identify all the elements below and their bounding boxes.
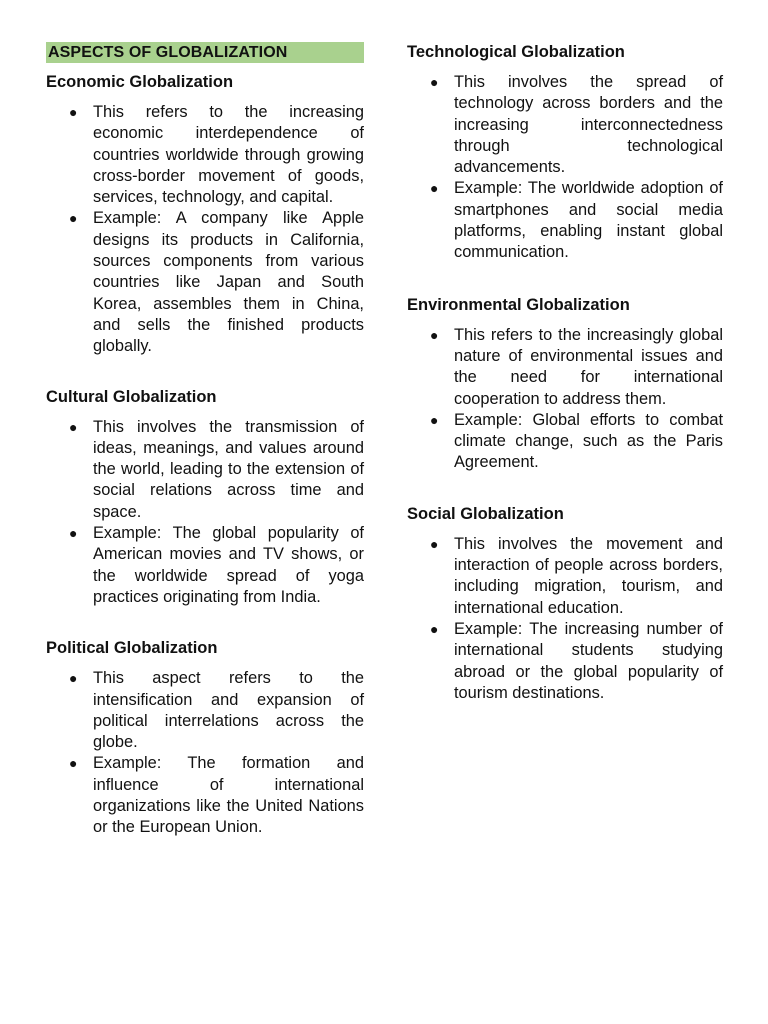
list-item	[46, 523, 364, 608]
section-heading-economic: Economic Globalization	[46, 73, 234, 91]
bullet-icon: ●	[69, 418, 78, 435]
list-item	[407, 410, 723, 474]
list-item-text: Example: The worldwide adoption of smartphones and social media platforms, enabling instant global communication.	[454, 179, 723, 262]
list-item-text: This involves the transmission of ideas, meanings, and values around the world, leading to the extension of social relations across time and space.	[93, 417, 364, 521]
list-item	[407, 178, 723, 263]
section-heading-social: Social Globalization	[407, 504, 564, 523]
list-item-text: This involves the spread of technology across borders and the increasing interconnectedness through technological advancements.	[454, 73, 723, 177]
bullet-icon: ●	[69, 755, 78, 772]
list-item	[46, 102, 364, 208]
section-environmental	[407, 295, 723, 474]
right-column	[407, 42, 723, 704]
list-item-text: Example: A company like Apple designs its products in California, sources components from various countries like Japan and South Korea, assembles them in China, and sells the finished products globally.	[93, 209, 364, 356]
bullet-icon: ●	[430, 411, 439, 428]
bullet-icon: ●	[430, 326, 439, 343]
bullet-icon: ●	[69, 670, 78, 687]
list-item-text: Example: The increasing number of international students studying abroad or the global popularity of tourism destinations.	[454, 619, 723, 702]
list-item-text: Example: The formation and influence of international organizations like the United Nations or the European Union.	[93, 754, 364, 837]
list-item	[46, 417, 364, 523]
list-item-text: Example: The global popularity of American movies and TV shows, or the worldwide spread of yoga practices originating from India.	[93, 524, 364, 606]
list-item	[407, 534, 723, 619]
list-item-text: This involves the movement and interaction of people across borders, including migration, tourism, and international education.	[454, 534, 723, 617]
left-column	[46, 42, 364, 839]
bullet-icon: ●	[430, 180, 439, 197]
bullet-list-political	[46, 668, 364, 838]
section-heading-environmental: Environmental Globalization	[407, 295, 630, 314]
bullet-icon: ●	[69, 210, 78, 227]
bullet-list-economic	[46, 102, 364, 358]
section-social	[407, 504, 723, 704]
bullet-list-cultural	[46, 417, 364, 609]
list-item	[46, 208, 364, 357]
list-item-text: This refers to the increasingly global nature of environmental issues and the need for international cooperation to address them.	[454, 325, 723, 408]
section-technological	[407, 42, 723, 264]
bullet-icon: ●	[69, 104, 78, 120]
bullet-icon: ●	[430, 620, 439, 637]
section-heading-cultural: Cultural Globalization	[46, 387, 217, 406]
list-item	[407, 72, 723, 178]
bullet-list-social	[407, 534, 723, 704]
bullet-icon: ●	[430, 535, 439, 552]
list-item	[46, 753, 364, 838]
section-cultural	[46, 387, 364, 609]
list-item	[46, 668, 364, 753]
bullet-icon: ●	[69, 525, 78, 542]
list-item-text: This refers to the increasing economic interdependence of countries worldwide through growing cross-border movement of goods, services, technology, and capital.	[93, 103, 364, 207]
list-item-text: Example: Global efforts to combat climate change, such as the Paris Agreement.	[454, 410, 723, 472]
section-economic	[46, 72, 364, 358]
section-political	[46, 638, 364, 838]
list-item	[407, 619, 723, 704]
list-item	[407, 325, 723, 410]
bullet-list-technological	[407, 72, 723, 264]
section-heading-political: Political Globalization	[46, 639, 218, 658]
list-item-text: This aspect refers to the intensification and expansion of political interrelations across the globe.	[93, 669, 364, 752]
section-heading-technological: Technological Globalization	[407, 43, 625, 61]
document-title: ASPECTS OF GLOBALIZATION	[46, 42, 364, 63]
bullet-list-environmental	[407, 325, 723, 474]
bullet-icon: ●	[430, 74, 439, 90]
